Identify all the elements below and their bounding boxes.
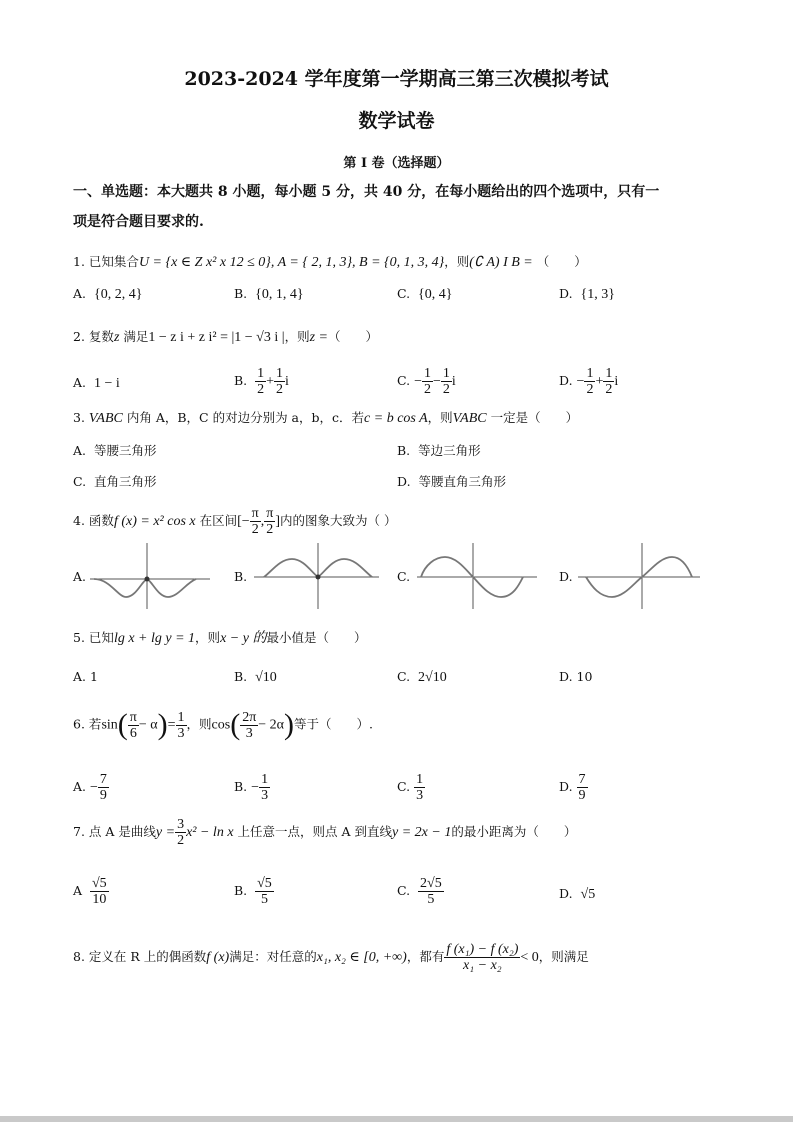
question-8 xyxy=(73,942,589,973)
variable: z xyxy=(113,330,120,345)
question-text: ，则 xyxy=(427,410,453,425)
set-expression: (∁ A) I B = xyxy=(469,255,533,270)
bracket: [− xyxy=(237,514,250,529)
option-text: 直角三角形 xyxy=(94,474,157,489)
option-label: D. xyxy=(559,569,573,584)
option-text: {0, 2, 4} xyxy=(93,287,143,302)
comma: , xyxy=(260,514,265,529)
q5-option-b[interactable] xyxy=(234,669,277,686)
q2-option-d[interactable] xyxy=(559,366,618,397)
question-number: 6. xyxy=(73,716,85,732)
option-label: C. xyxy=(73,474,87,489)
q7-option-c[interactable] xyxy=(397,876,444,907)
fraction: $\frac{7}{9}$ xyxy=(578,772,586,803)
question-4 xyxy=(73,506,396,537)
curve-lhs: y = xyxy=(155,825,176,840)
option-label: C. xyxy=(397,883,411,898)
question-text: 在区间 xyxy=(199,513,238,528)
fraction: $\frac{\pi}{2}$ xyxy=(266,506,274,537)
option-label: D. xyxy=(559,779,573,794)
q6-option-c[interactable] xyxy=(397,772,425,803)
cos-function: cos xyxy=(211,717,231,733)
question-text: 的最小距离为（ ） xyxy=(451,824,577,839)
fraction: $\frac{\pi}{2}$ xyxy=(251,506,259,537)
sign: − xyxy=(90,780,98,795)
question-text: ，则满足 xyxy=(538,949,589,964)
q3-option-a[interactable] xyxy=(73,441,156,459)
question-text: 满足 xyxy=(123,329,149,344)
sign: − xyxy=(251,780,260,795)
exam-subtitle: 数学试卷 xyxy=(358,110,435,132)
question-text: 内角 A，B，C 的对边分别为 a，b，c．若 xyxy=(122,410,365,425)
operator: + xyxy=(266,374,275,389)
fraction: $\frac{1}{2}$ xyxy=(586,366,594,397)
target-expression: x − y 的 xyxy=(220,631,267,646)
triangle-symbol: VABC xyxy=(88,411,123,426)
question-3 xyxy=(73,408,578,427)
option-label: C. xyxy=(397,779,411,794)
fraction: $\frac{1}{2}$ xyxy=(423,366,431,397)
option-label: D. xyxy=(559,373,573,388)
fraction: $\frac{√5}{5}$ xyxy=(257,876,272,907)
inequality: < 0 xyxy=(520,950,539,965)
q6-option-b[interactable] xyxy=(234,772,270,803)
option-text: 等边三角形 xyxy=(418,443,481,458)
section-heading-line1: 一、单选题：本大题共 8 小题，每小题 5 分，共 40 分，在每小题给出的四个选项中，只有一 xyxy=(73,184,660,200)
option-label: C. xyxy=(397,286,411,301)
q4-option-a[interactable] xyxy=(73,569,86,584)
set-definition: U = {x ∈ Z x² x 12 ≤ 0}, A = { 2, 1, 3}, B = {0, 1, 3, 4} xyxy=(138,255,445,270)
option-label: C. xyxy=(397,669,411,684)
q1-option-b[interactable] xyxy=(234,286,304,303)
fraction: $\frac{1}{3}$ xyxy=(177,709,185,741)
question-text: ，都有 xyxy=(406,949,445,964)
fraction: $\frac{1}{2}$ xyxy=(442,366,450,397)
function-expression: f (x) xyxy=(206,950,230,965)
question-text: 上任意一点，则点 A 到直线 xyxy=(237,824,393,839)
question-number: 3. xyxy=(73,410,85,425)
option-label: B. xyxy=(234,373,248,388)
q1-option-a[interactable] xyxy=(73,286,142,303)
question-5 xyxy=(73,627,366,647)
option-text: {0, 4} xyxy=(418,287,453,302)
option-text: 等腰三角形 xyxy=(93,443,157,458)
fraction: $\frac{1}{2}$ xyxy=(605,366,613,397)
condition-expression: c = b cos A xyxy=(364,411,428,426)
function-expression: f (x) = x² cos x xyxy=(113,514,196,529)
q6-option-a[interactable] xyxy=(73,772,109,803)
question-number: 8. xyxy=(73,949,85,964)
q7-option-d[interactable] xyxy=(559,886,595,903)
answer-blank: （ ） xyxy=(536,254,587,269)
curve-rhs: x² − ln x xyxy=(186,825,234,840)
section-heading-line2: 项是符合题目要求的. xyxy=(73,214,204,230)
fraction: $\frac{\text{f (x₁) − f (x₂)}}{\text{x₁ − x₂}}$ xyxy=(446,942,519,973)
fraction: $\frac{7}{9}$ xyxy=(99,772,107,803)
sign: − xyxy=(576,374,585,389)
option-label: B. xyxy=(234,779,248,794)
option-text: 等腰直角三角形 xyxy=(418,474,507,489)
q4-graph-c xyxy=(417,541,542,611)
option-label: A. xyxy=(73,569,87,584)
option-label: B. xyxy=(234,569,248,584)
question-text: 满足：对任意的 xyxy=(229,949,317,964)
option-label: A. xyxy=(73,443,87,458)
q4-option-d[interactable] xyxy=(559,569,573,584)
option-label: B. xyxy=(234,883,248,898)
q7-option-b[interactable] xyxy=(234,876,274,907)
sin-function: sin xyxy=(101,717,118,733)
question-number: 7. xyxy=(73,824,85,839)
q3-option-c[interactable] xyxy=(73,472,157,490)
option-label: D. xyxy=(559,286,573,301)
q4-option-b[interactable] xyxy=(234,569,247,584)
option-text: 1 − i xyxy=(93,376,120,391)
imaginary-unit: i xyxy=(285,374,289,389)
volume-heading: 第 I 卷（选择题） xyxy=(343,156,450,171)
origin-point xyxy=(145,577,150,582)
fraction: $\frac{2\pi}{3}$ xyxy=(242,709,257,741)
exam-title: 2023-2024 学年度第一学期高三第三次模拟考试 xyxy=(184,68,609,90)
option-text: {0, 1, 4} xyxy=(255,287,304,302)
fraction: $\frac{\pi}{6}$ xyxy=(129,709,137,741)
q4-graph-a xyxy=(90,541,215,611)
variables-domain: x₁, x₂ ∈ [0, +∞) xyxy=(316,950,407,965)
option-label: B. xyxy=(397,443,411,458)
fraction: $\frac{√5}{10}$ xyxy=(91,876,107,907)
question-number: 2. xyxy=(73,329,85,344)
question-number: 1. xyxy=(73,254,85,269)
triangle-symbol: VABC xyxy=(452,411,487,426)
q4-graph-d xyxy=(578,541,703,611)
fraction: $\frac{1}{2}$ xyxy=(276,366,284,397)
equals: = xyxy=(167,717,176,733)
option-text: √5 xyxy=(580,887,596,902)
question-text: ，则 xyxy=(186,716,212,732)
answer-blank: （ ） xyxy=(327,329,378,344)
sign: − xyxy=(414,374,422,389)
page-bottom-edge xyxy=(0,1116,793,1122)
fraction: $\frac{2√5}{5}$ xyxy=(420,876,442,907)
option-label: B. xyxy=(234,669,248,684)
question-text: 点 A 是曲线 xyxy=(88,824,156,839)
question-6: 6. 若sin( $\frac{\pi}{6}$ − α)= $\frac{1}{3}$ ，则cos( $\frac{2\pi}{3}$ − 2α)等于（ ）. xyxy=(73,708,373,741)
option-label: D. xyxy=(559,886,573,901)
question-1 xyxy=(73,252,587,271)
option-text: √10 xyxy=(255,670,277,685)
question-text: 定义在 R 上的偶函数 xyxy=(88,949,207,964)
q2-option-c[interactable] xyxy=(397,366,456,397)
fraction: $\frac{3}{2}$ xyxy=(177,817,185,848)
q5-option-c[interactable] xyxy=(397,669,447,686)
question-text: 最小值是（ ） xyxy=(266,630,367,645)
question-text: 若 xyxy=(88,716,102,732)
q1-option-c[interactable] xyxy=(397,286,453,303)
line-expression: y = 2x − 1 xyxy=(392,825,452,840)
alpha-term: − α xyxy=(138,717,158,733)
q5-option-a[interactable] xyxy=(73,669,98,684)
q7-option-a[interactable] xyxy=(73,876,109,907)
option-text: {1, 3} xyxy=(580,287,615,302)
fraction: $\frac{1}{2}$ xyxy=(257,366,265,397)
option-label: C. xyxy=(397,569,411,584)
option-label: A. xyxy=(73,669,87,684)
q6-option-d[interactable] xyxy=(559,772,588,803)
fraction: $\frac{1}{3}$ xyxy=(416,772,424,803)
question-text: 已知集合 xyxy=(88,254,139,269)
origin-point xyxy=(316,575,321,580)
bracket: ] xyxy=(275,514,280,529)
condition-expression: lg x + lg y = 1 xyxy=(113,631,196,646)
question-text: 复数 xyxy=(88,329,114,344)
question-text: 等于（ ）. xyxy=(294,716,373,732)
question-number: 5. xyxy=(73,630,85,645)
operator: − xyxy=(432,374,441,389)
option-label: B. xyxy=(234,286,248,301)
condition-expression: 1 − z i + z i² = |1 − √3 i | xyxy=(148,330,285,345)
ask-expression: z = xyxy=(309,330,328,345)
q5-option-d[interactable] xyxy=(559,669,592,684)
imaginary-unit: i xyxy=(451,374,456,389)
q1-option-d[interactable] xyxy=(559,286,615,303)
question-text: 一定是（ ） xyxy=(486,410,579,425)
question-number: 4. xyxy=(73,513,85,528)
function-curve xyxy=(94,579,196,597)
option-text: 1 xyxy=(90,669,98,684)
option-label: A. xyxy=(73,375,87,390)
q3-option-d[interactable] xyxy=(397,472,506,490)
fraction: $\frac{1}{3}$ xyxy=(261,772,269,803)
operator: + xyxy=(595,374,604,389)
option-text: 2√10 xyxy=(418,670,447,685)
question-text: 内的图象大致为（ ） xyxy=(280,513,397,528)
question-text: ，则 xyxy=(195,630,221,645)
question-2 xyxy=(73,327,378,346)
q2-option-a[interactable] xyxy=(73,375,120,392)
option-label: A xyxy=(73,883,83,898)
option-label: D. xyxy=(397,474,411,489)
q3-option-b[interactable] xyxy=(397,441,481,459)
q4-option-c[interactable] xyxy=(397,569,410,584)
question-text: ，则 xyxy=(284,329,310,344)
q2-option-b[interactable] xyxy=(234,366,289,397)
option-label: A. xyxy=(73,286,87,301)
option-text: 10 xyxy=(576,669,593,684)
question-7 xyxy=(73,817,576,848)
option-label: D. xyxy=(559,669,573,684)
question-text: 已知 xyxy=(88,630,114,645)
question-text: ，则 xyxy=(444,254,470,269)
question-text: 函数 xyxy=(88,513,114,528)
imaginary-unit: i xyxy=(614,374,619,389)
alpha-term: − 2α xyxy=(258,717,284,733)
option-label: C. xyxy=(397,373,411,388)
q4-graph-b xyxy=(254,541,384,611)
option-label: A. xyxy=(73,779,87,794)
